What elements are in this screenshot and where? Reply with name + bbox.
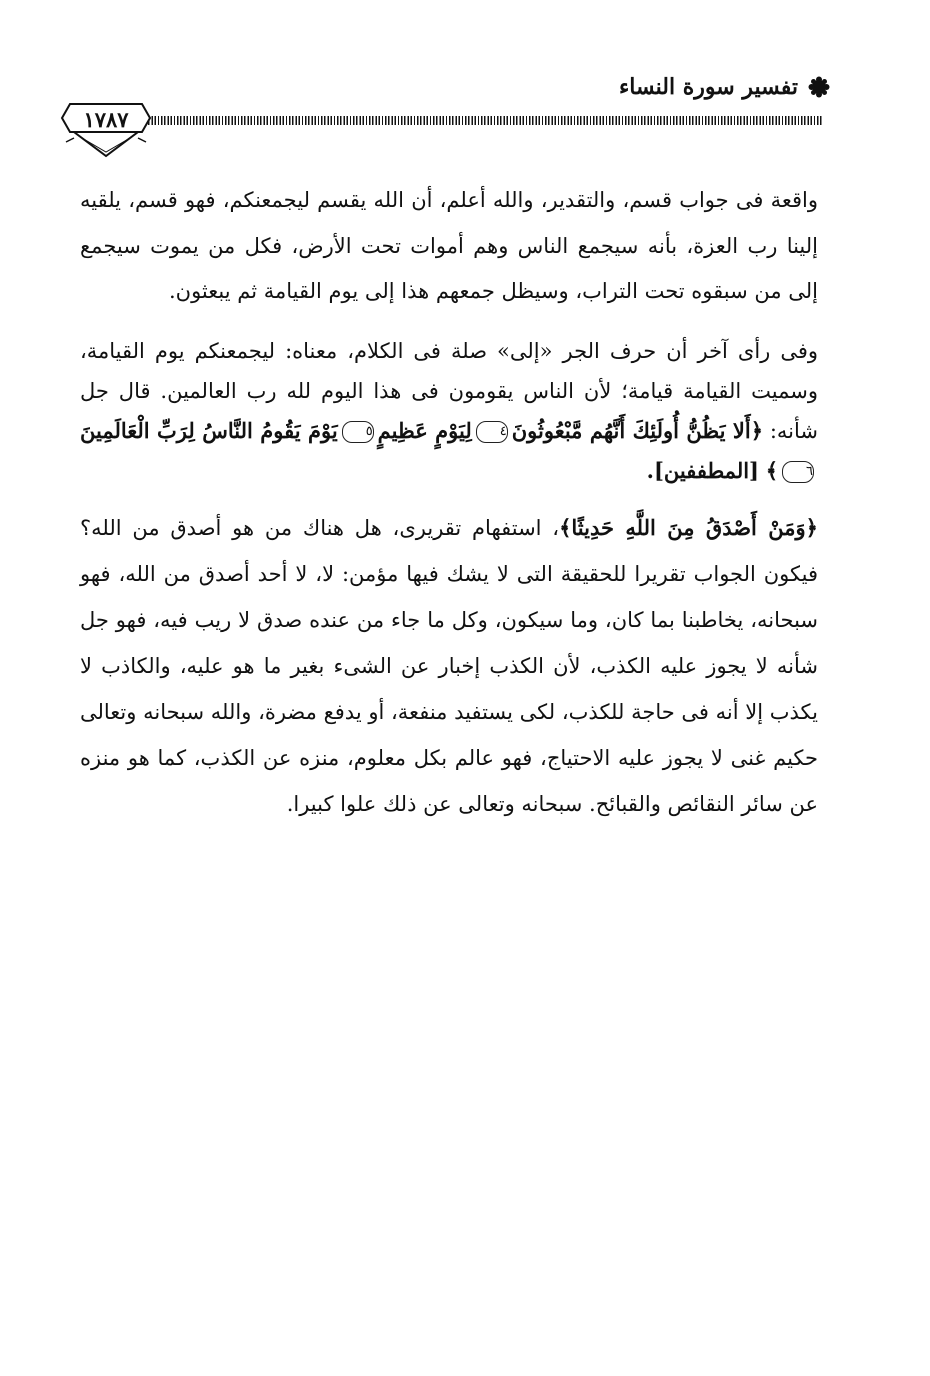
surah-reference: [المطففين]. — [646, 457, 759, 483]
quran-verse-a: ﴿أَلا يَظُنُّ أُولَئِكَ أَنَّهُم مَّبْعُوثُونَ — [511, 417, 764, 443]
page-title: تفسير سورة النساء — [618, 74, 798, 100]
ayah-number-5: ٥ — [342, 421, 374, 443]
quran-verse-b: لِيَوْمٍ عَظِيمٍ — [377, 417, 472, 443]
flower-ornament-icon — [808, 76, 830, 98]
paragraph-3 — [80, 505, 818, 827]
quran-verse-hadith: ﴿وَمَنْ أَصْدَقُ مِنَ اللَّهِ حَدِيثًا﴾ — [559, 514, 818, 540]
ayah-number-4: ٤ — [476, 421, 508, 443]
header-rule — [145, 116, 822, 125]
paragraph-1: واقعة فى جواب قسم، والتقدير، والله أعلم، أن الله يقسم ليجمعنكم، فهو قسم، يلقيه إلينا رب العزة، بأنه سيجمع الناس وهم أموات تحت الأرض، فكل من يموت سيجمع إلى من سبقوه تحت التراب، وسيظل جمعهم هذا إلى يوم القيامة ثم يبعثون. — [80, 188, 818, 303]
quran-verse-c: يَوْمَ يَقُومُ النَّاسُ لِرَبِّ الْعَالَمِينَ — [80, 417, 338, 443]
page-number: ١٧٨٧ — [83, 107, 129, 132]
quran-verse-close: ﴾ — [765, 457, 778, 483]
page-body — [80, 178, 818, 827]
paragraph-2 — [80, 331, 818, 491]
ayah-number-6: ٦ — [782, 461, 814, 483]
page-number-badge — [60, 102, 152, 164]
paragraph-2-intro: وفى رأى آخر أن حرف الجر «إلى» صلة فى الكلام، معناه: ليجمعنكم يوم القيامة، وسميت القيامة قيامة؛ لأن الناس يقومون فى هذا اليوم لله رب العالمين. قال جل شأنه: — [80, 338, 819, 443]
page-header — [60, 70, 830, 170]
title-group — [619, 74, 830, 100]
paragraph-3-text: ، استفهام تقريرى، هل هناك من هو أصدق من الله؟ فيكون الجواب تقريرا للحقيقة التى لا يشك فيها مؤمن: لا، لا أحد أصدق من الله، فهو سبحانه، يخاطبنا بما كان، وما سيكون، وكل ما جاء من عنده صدق لا ريب فيه، فهو جل شأنه لا يجوز عليه الكذب، لأن الكذب إخبار عن الشىء بغير ما هو عليه، والكاذب لا يكذب إلا أنه فى حاجة للكذب، لكى يستفيد منفعة، أو يدفع مضرة، والله سبحانه وتعالى حكيم غنى لا يجوز عليه الاحتياج، فهو عالم بكل معلوم، منزه عن الكذب، كما هو منزه عن سائر النقائص والقبائح. سبحانه وتعالى عن ذلك علوا كبيرا. — [80, 515, 818, 816]
